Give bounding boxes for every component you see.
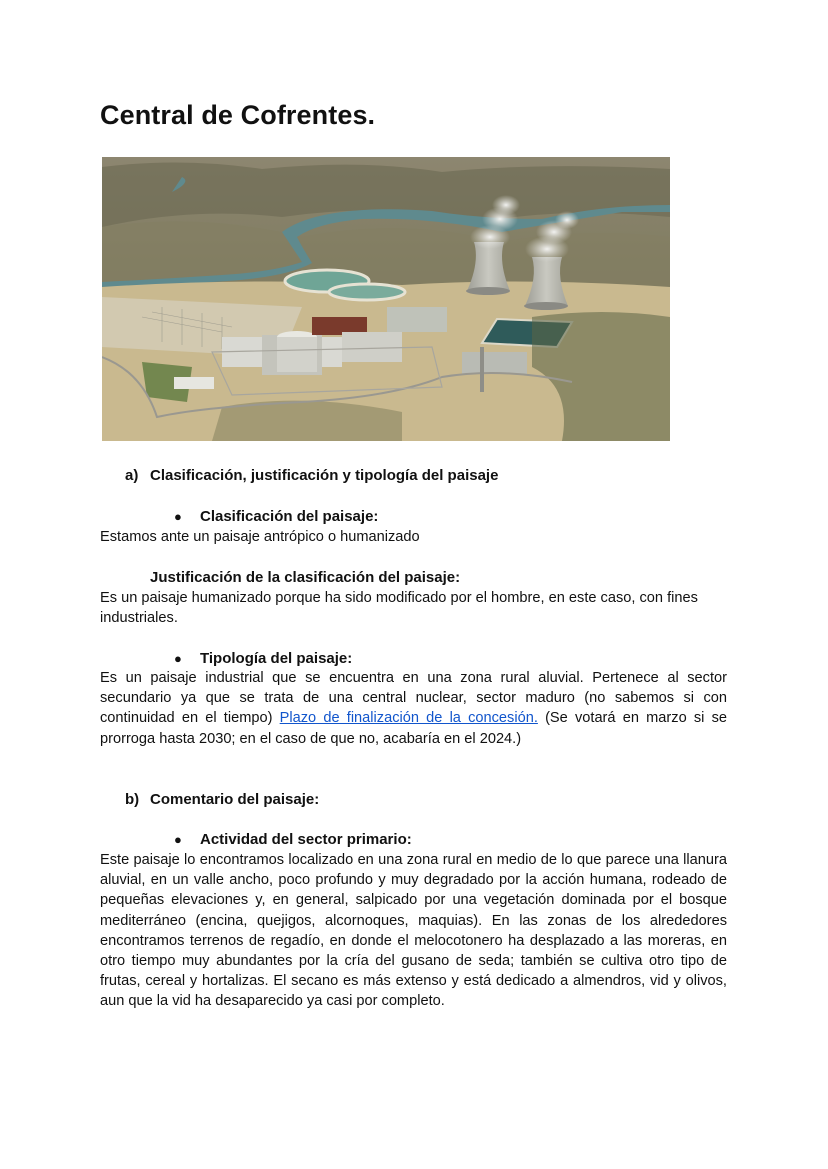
paragraph-sector-primario: Este paisaje lo encontramos localizado en una zona rural en medio de lo que parece una llanura aluvial, en un valle ancho, poco profundo y muy degradado por la acción humana, rodeado de pequeñas elevaciones y, en general, salpicado por una vegetación dominada por el bosque mediterráneo (encina, quejigos, alcornoques, maquias). En las zonas de los alrededores encontramos terrenos de regadío, en donde el melocotonero ha desplazado a las moreras, en otro tiempo muy abundantes por la cría del gusano de seda; también se cultiva otro tipo de frutas, cereal y hortalizas. El secano es más extenso y está dedicado a almendros, vid y olivos, aun que la vid ha desaparecido ya casi por completo. [100,852,727,1010]
subheading-text: Actividad del sector primario: [200,831,412,848]
bullet-icon: ● [174,651,182,666]
subheading-text: Justificación de la clasificación del paisaje: [150,569,461,586]
section-b-heading [125,791,319,808]
subheading-sector-primario [174,831,412,848]
section-b-title: Comentario del paisaje: [150,791,320,808]
paragraph-tipologia [100,668,727,749]
nuclear-plant-photo [102,157,670,441]
section-b-marker: b) [125,791,140,808]
bullet-icon: ● [174,509,182,524]
section-a-marker: a) [125,467,139,484]
section-a-heading [125,467,498,484]
subheading-justificacion [150,569,460,586]
page-title: Central de Cofrentes. [100,100,376,130]
subheading-text: Tipología del paisaje: [200,650,353,667]
paragraph-text: (Se votará en marzo si se prorroga hasta 2030; en el caso de que no, acabaría en el 2024.) [100,710,728,747]
subheading-text: Clasificación del paisaje: [200,508,379,525]
section-a-title: Clasificación, justificación y tipología del paisaje [150,467,499,484]
bullet-icon: ● [174,832,182,847]
concession-deadline-link[interactable]: Plazo de finalización de la concesión. [279,710,538,727]
subheading-tipologia [174,650,352,667]
paragraph-text: Es un paisaje industrial que se encuentra en una zona rural aluvial. Pertenece al sector secundario ya que se trata de una central nuclear, sector maduro (no sabemos si con continuidad en el tiempo) [100,670,727,727]
subheading-clasificacion [174,508,378,525]
paragraph-justificacion: Es un paisaje humanizado porque ha sido modificado por el hombre, en este caso, con fines industriales. [100,590,698,627]
paragraph-clasificacion: Estamos ante un paisaje antrópico o humanizado [100,529,420,545]
